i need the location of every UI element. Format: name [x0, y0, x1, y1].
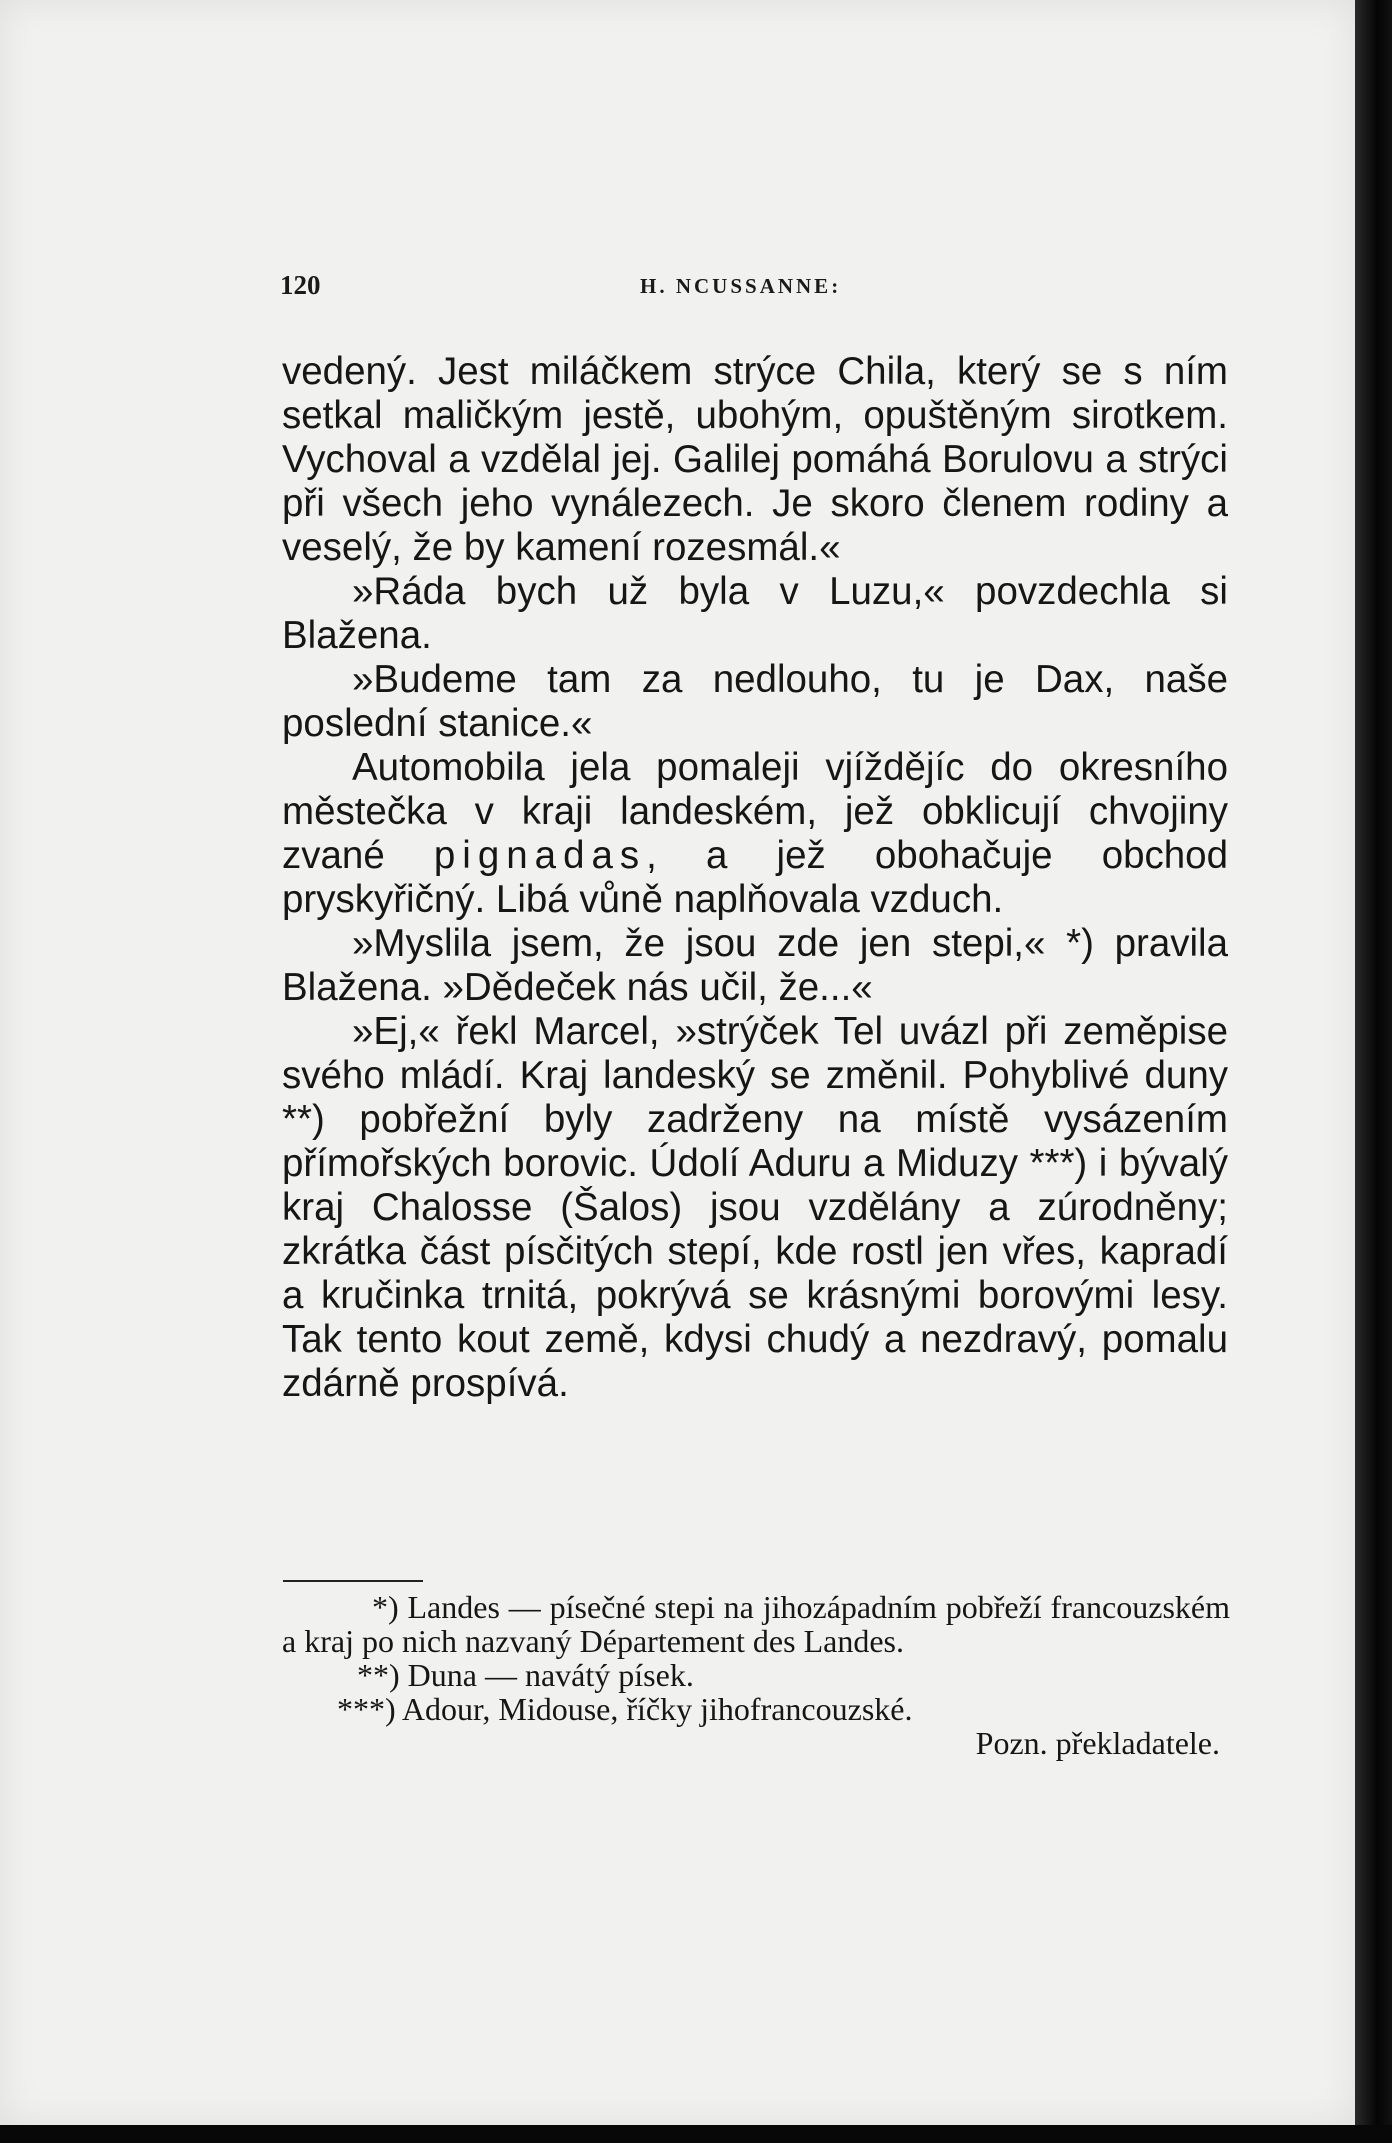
footnote-1: *) Landes — písečné stepi na jihozápadním pobřeží francouzském a kraj po nich nazvaný Département des Landes. [282, 1589, 1230, 1659]
paragraph-4 [282, 746, 1228, 922]
paragraph-4-part-a: Automobila jela pomaleji vjíždějíc do okresního městečka v kraji landeském, jež obklicují chvojiny zvané [282, 746, 1228, 877]
body-text [282, 350, 1228, 1406]
footnote-2: **) Duna — navátý písek. [357, 1657, 694, 1693]
page-number: 120 [280, 270, 321, 300]
paragraph-6: »Ej,« řekl Marcel, »strýček Tel uvázl při zeměpise svého mládí. Kraj landeský se změnil. Pohyblivé duny **) pobřežní byly zadrženy na místě vysázením přímořských borovic. Údolí Aduru a Miduzy ***) i bývalý kraj Chalosse (Šalos) jsou vzdělány a zúrodněny; zkrátka část písčitých stepí, kde rostl jen vřes, kapradí a kručinka trnitá, pokrývá se krásnými borovými lesy. Tak tento kout země, kdysi chudý a nezdravý, pomalu zdárně prospívá. [282, 1010, 1228, 1405]
footnotes [282, 1590, 1230, 1760]
translator-note: Pozn. překladatele. [975, 1725, 1220, 1761]
running-head: H. NCUSSANNE: [640, 274, 842, 298]
footnote-rule [283, 1580, 423, 1582]
paragraph-5: »Myslila jsem, že jsou zde jen stepi,« *) pravila Blažena. »Dědeček nás učil, že...« [282, 922, 1228, 1009]
paragraph-3: »Budeme tam za nedlouho, tu je Dax, naše poslední stanice.« [282, 658, 1228, 745]
page-header [280, 270, 1230, 302]
paragraph-4-part-b: , a jež obohačuje obchod pryskyřičný. Libá vůně naplňovala vzduch. [282, 834, 1229, 921]
paragraph-1: vedený. Jest miláčkem strýce Chila, který se s ním setkal maličkým jestě, ubohým, opuštěným sirotkem. Vychoval a vzdělal jej. Galilej pomáhá Borulovu a strýci při všech jeho vynálezech. Je skoro členem rodiny a veselý, že by kamení rozesmál.« [282, 350, 1228, 569]
spaced-word: pignadas [433, 834, 647, 877]
footnote-3: ***) Adour, Midouse, říčky jihofrancouzské. [337, 1691, 913, 1727]
scan-edge-bottom [0, 2125, 1392, 2143]
paragraph-2: »Ráda bych už byla v Luzu,« povzdechla si Blažena. [282, 570, 1228, 657]
scan-edge-right [1355, 0, 1392, 2143]
